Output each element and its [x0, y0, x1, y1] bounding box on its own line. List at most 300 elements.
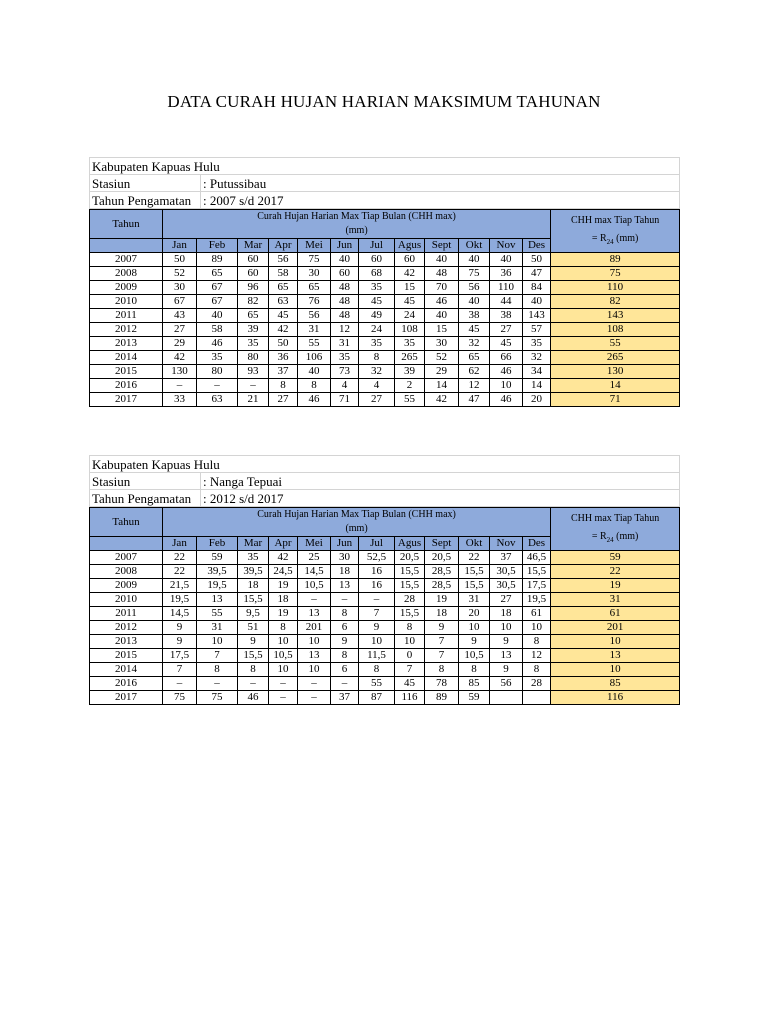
value-cell: 89	[425, 691, 459, 705]
value-cell: 35	[331, 351, 359, 365]
value-cell: 30	[163, 281, 197, 295]
value-cell: 8	[331, 607, 359, 621]
value-cell: 7	[359, 607, 395, 621]
value-cell: 48	[331, 295, 359, 309]
value-cell: 10	[298, 635, 331, 649]
max-cell: 22	[551, 565, 680, 579]
max-cell: 82	[551, 295, 680, 309]
value-cell: 60	[331, 267, 359, 281]
table-row	[90, 323, 680, 337]
value-cell: –	[269, 677, 298, 691]
max-cell: 55	[551, 337, 680, 351]
value-cell: 108	[395, 323, 425, 337]
value-cell: 75	[459, 267, 490, 281]
value-cell: 78	[425, 677, 459, 691]
value-cell: 9	[490, 635, 523, 649]
value-cell: 70	[425, 281, 459, 295]
value-cell: 32	[459, 337, 490, 351]
header-curah-hujan-title: Curah Hujan Harian Max Tiap Bulan (CHH max)	[257, 509, 456, 520]
value-cell: 19,5	[163, 593, 197, 607]
value-cell: 9	[163, 635, 197, 649]
value-cell: 37	[490, 551, 523, 565]
value-cell: 39	[395, 365, 425, 379]
value-cell: 89	[197, 253, 238, 267]
year-cell: 2013	[90, 337, 163, 351]
value-cell: 10	[359, 635, 395, 649]
year-cell: 2016	[90, 379, 163, 393]
value-cell: 87	[359, 691, 395, 705]
value-cell: 45	[395, 677, 425, 691]
month-header-apr: Apr	[269, 537, 298, 551]
value-cell: 29	[425, 365, 459, 379]
value-cell: 143	[523, 309, 551, 323]
value-cell: 27	[163, 323, 197, 337]
rainfall-table	[89, 507, 680, 705]
value-cell: 38	[459, 309, 490, 323]
month-header-mar: Mar	[238, 239, 269, 253]
value-cell: 63	[197, 393, 238, 407]
table-row	[90, 649, 680, 663]
value-cell: 13	[490, 649, 523, 663]
value-cell: 67	[163, 295, 197, 309]
value-cell: 37	[331, 691, 359, 705]
value-cell: 58	[197, 323, 238, 337]
value-cell: 8	[331, 649, 359, 663]
table-row	[90, 677, 680, 691]
value-cell: 15,5	[238, 593, 269, 607]
value-cell: 60	[395, 253, 425, 267]
value-cell: 8	[359, 351, 395, 365]
value-cell: 35	[395, 337, 425, 351]
value-cell: 8	[523, 663, 551, 677]
value-cell: 15	[395, 281, 425, 295]
value-cell: 9,5	[238, 607, 269, 621]
value-cell: 24	[359, 323, 395, 337]
month-header-des: Des	[523, 537, 551, 551]
year-cell: 2011	[90, 607, 163, 621]
value-cell: 65	[269, 281, 298, 295]
value-cell: 15,5	[395, 607, 425, 621]
value-cell: 65	[197, 267, 238, 281]
value-cell: 52,5	[359, 551, 395, 565]
value-cell: 40	[331, 253, 359, 267]
value-cell: 8	[395, 621, 425, 635]
max-cell: 89	[551, 253, 680, 267]
value-cell: 22	[459, 551, 490, 565]
value-cell: 45	[359, 295, 395, 309]
value-cell: –	[331, 593, 359, 607]
header-tahun-blank	[90, 537, 163, 551]
table-row	[90, 337, 680, 351]
value-cell: 15,5	[523, 565, 551, 579]
value-cell: 27	[269, 393, 298, 407]
value-cell: 6	[331, 621, 359, 635]
value-cell: –	[163, 379, 197, 393]
value-cell: 40	[459, 295, 490, 309]
value-cell: 40	[197, 309, 238, 323]
value-cell: 62	[459, 365, 490, 379]
max-cell: 10	[551, 663, 680, 677]
value-cell: 8	[269, 379, 298, 393]
value-cell: 8	[425, 663, 459, 677]
value-cell: 65	[298, 281, 331, 295]
value-cell: 30,5	[490, 579, 523, 593]
rainfall-table	[89, 209, 680, 407]
table-row	[90, 551, 680, 565]
value-cell: 46,5	[523, 551, 551, 565]
value-cell: 14,5	[298, 565, 331, 579]
value-cell: 56	[298, 309, 331, 323]
value-cell: 130	[163, 365, 197, 379]
max-cell: 201	[551, 621, 680, 635]
value-cell: 73	[331, 365, 359, 379]
value-cell: 10	[490, 621, 523, 635]
value-cell: 9	[425, 621, 459, 635]
value-cell: 34	[523, 365, 551, 379]
month-header-mei: Mei	[298, 239, 331, 253]
header-chh-max	[551, 508, 680, 551]
month-header-feb: Feb	[197, 239, 238, 253]
value-cell: 31	[331, 337, 359, 351]
value-cell: 42	[269, 323, 298, 337]
value-cell: 63	[269, 295, 298, 309]
value-cell: –	[298, 691, 331, 705]
value-cell: 15,5	[238, 649, 269, 663]
value-cell: 46	[238, 691, 269, 705]
month-header-jul: Jul	[359, 537, 395, 551]
value-cell: 27	[490, 323, 523, 337]
value-cell: 35	[197, 351, 238, 365]
value-cell: –	[197, 677, 238, 691]
max-cell: 108	[551, 323, 680, 337]
year-cell: 2015	[90, 365, 163, 379]
value-cell: 33	[163, 393, 197, 407]
year-cell: 2008	[90, 267, 163, 281]
value-cell: 20	[523, 393, 551, 407]
kabupaten-label: Kabupaten Kapuas Hulu	[90, 158, 680, 175]
max-cell: 31	[551, 593, 680, 607]
header-curah-hujan	[163, 210, 551, 239]
value-cell: 47	[459, 393, 490, 407]
value-cell: 9	[459, 635, 490, 649]
value-cell: 46	[425, 295, 459, 309]
table-row	[90, 579, 680, 593]
value-cell: 8	[523, 635, 551, 649]
value-cell: 84	[523, 281, 551, 295]
value-cell: 24,5	[269, 565, 298, 579]
header-curah-hujan-unit: (mm)	[345, 523, 368, 534]
value-cell: 46	[490, 393, 523, 407]
value-cell: 110	[490, 281, 523, 295]
value-cell: 24	[395, 309, 425, 323]
value-cell: 265	[395, 351, 425, 365]
value-cell: 38	[490, 309, 523, 323]
year-cell: 2017	[90, 691, 163, 705]
value-cell: 4	[331, 379, 359, 393]
table-row	[90, 281, 680, 295]
value-cell: 13	[298, 649, 331, 663]
value-cell	[523, 691, 551, 705]
max-cell: 59	[551, 551, 680, 565]
value-cell: 56	[269, 253, 298, 267]
value-cell: 15,5	[459, 579, 490, 593]
value-cell: 27	[359, 393, 395, 407]
value-cell: 0	[395, 649, 425, 663]
value-cell: 12	[523, 649, 551, 663]
value-cell: 68	[359, 267, 395, 281]
value-cell: 39	[238, 323, 269, 337]
value-cell: 51	[238, 621, 269, 635]
value-cell: 40	[298, 365, 331, 379]
month-header-jun: Jun	[331, 239, 359, 253]
table-body	[90, 253, 680, 407]
value-cell: 13	[197, 593, 238, 607]
value-cell: 7	[395, 663, 425, 677]
stasiun-value: : Putussibau	[201, 175, 680, 192]
value-cell: 52	[163, 267, 197, 281]
value-cell: 8	[269, 621, 298, 635]
value-cell: 80	[238, 351, 269, 365]
value-cell: 10	[523, 621, 551, 635]
year-cell: 2008	[90, 565, 163, 579]
value-cell: 106	[298, 351, 331, 365]
table-row	[90, 663, 680, 677]
value-cell: 18	[425, 607, 459, 621]
value-cell: 39,5	[238, 565, 269, 579]
header-tahun-blank	[90, 239, 163, 253]
header-tahun: Tahun	[90, 508, 163, 537]
value-cell: 8	[298, 379, 331, 393]
value-cell: 201	[298, 621, 331, 635]
value-cell: 42	[395, 267, 425, 281]
value-cell: 56	[459, 281, 490, 295]
value-cell: –	[298, 677, 331, 691]
month-header-jul: Jul	[359, 239, 395, 253]
year-cell: 2010	[90, 295, 163, 309]
value-cell: 85	[459, 677, 490, 691]
value-cell: –	[269, 691, 298, 705]
table-row	[90, 393, 680, 407]
value-cell: 31	[459, 593, 490, 607]
value-cell: 42	[425, 393, 459, 407]
month-header-okt: Okt	[459, 537, 490, 551]
value-cell: 55	[298, 337, 331, 351]
value-cell: 93	[238, 365, 269, 379]
header-chh-max-label: CHH max Tiap Tahun	[570, 512, 660, 524]
value-cell: 18	[238, 579, 269, 593]
max-cell: 10	[551, 635, 680, 649]
max-cell: 75	[551, 267, 680, 281]
table-row	[90, 253, 680, 267]
value-cell: 30,5	[490, 565, 523, 579]
value-cell: 9	[331, 635, 359, 649]
month-header-sept: Sept	[425, 537, 459, 551]
value-cell: –	[163, 677, 197, 691]
value-cell: 35	[359, 337, 395, 351]
value-cell: 35	[523, 337, 551, 351]
max-cell: 116	[551, 691, 680, 705]
stasiun-label: Stasiun	[90, 175, 201, 192]
value-cell: –	[331, 677, 359, 691]
header-chh-max-label: CHH max Tiap Tahun	[570, 214, 660, 226]
value-cell: 49	[359, 309, 395, 323]
header-curah-hujan-title: Curah Hujan Harian Max Tiap Bulan (CHH max)	[257, 211, 456, 222]
value-cell: 30	[298, 267, 331, 281]
value-cell: 48	[331, 309, 359, 323]
max-cell: 13	[551, 649, 680, 663]
value-cell: 19,5	[523, 593, 551, 607]
month-header-feb: Feb	[197, 537, 238, 551]
value-cell: 36	[269, 351, 298, 365]
table-row	[90, 607, 680, 621]
value-cell: 32	[523, 351, 551, 365]
stasiun-label: Stasiun	[90, 473, 201, 490]
value-cell: 65	[459, 351, 490, 365]
table-row	[90, 351, 680, 365]
value-cell: 20,5	[395, 551, 425, 565]
value-cell: 10	[459, 621, 490, 635]
value-cell: 32	[359, 365, 395, 379]
value-cell: –	[298, 593, 331, 607]
value-cell: 2	[395, 379, 425, 393]
month-header-jun: Jun	[331, 537, 359, 551]
max-cell: 71	[551, 393, 680, 407]
value-cell: 10	[395, 635, 425, 649]
value-cell: 35	[359, 281, 395, 295]
value-cell: 21,5	[163, 579, 197, 593]
value-cell: 28,5	[425, 579, 459, 593]
value-cell: 47	[523, 267, 551, 281]
year-cell: 2012	[90, 323, 163, 337]
header-curah-hujan-unit: (mm)	[345, 225, 368, 236]
year-cell: 2014	[90, 351, 163, 365]
tahun-pengamatan-value: : 2012 s/d 2017	[201, 490, 680, 507]
value-cell: 76	[298, 295, 331, 309]
table-row	[90, 635, 680, 649]
value-cell: 55	[359, 677, 395, 691]
year-cell: 2009	[90, 579, 163, 593]
value-cell: 50	[269, 337, 298, 351]
value-cell: 71	[331, 393, 359, 407]
value-cell: 12	[459, 379, 490, 393]
value-cell: 28,5	[425, 565, 459, 579]
value-cell: 65	[238, 309, 269, 323]
value-cell: 36	[490, 267, 523, 281]
year-cell: 2015	[90, 649, 163, 663]
value-cell: 40	[490, 253, 523, 267]
value-cell: 19,5	[197, 579, 238, 593]
value-cell: 80	[197, 365, 238, 379]
kabupaten-label: Kabupaten Kapuas Hulu	[90, 456, 680, 473]
month-header-jan: Jan	[163, 537, 197, 551]
max-cell: 130	[551, 365, 680, 379]
value-cell: 57	[523, 323, 551, 337]
year-cell: 2014	[90, 663, 163, 677]
page-title: DATA CURAH HUJAN HARIAN MAKSIMUM TAHUNAN	[167, 92, 601, 111]
value-cell: 15,5	[459, 565, 490, 579]
value-cell: 19	[425, 593, 459, 607]
value-cell: 6	[331, 663, 359, 677]
value-cell: 7	[163, 663, 197, 677]
value-cell: 96	[238, 281, 269, 295]
value-cell: 14	[523, 379, 551, 393]
value-cell: 15,5	[395, 565, 425, 579]
value-cell: 8	[238, 663, 269, 677]
value-cell: 46	[298, 393, 331, 407]
value-cell: 17,5	[163, 649, 197, 663]
value-cell: 59	[459, 691, 490, 705]
value-cell: 15	[425, 323, 459, 337]
value-cell: 7	[197, 649, 238, 663]
value-cell: 35	[238, 337, 269, 351]
tahun-pengamatan-value: : 2007 s/d 2017	[201, 192, 680, 209]
value-cell: 37	[269, 365, 298, 379]
value-cell: 66	[490, 351, 523, 365]
value-cell: 17,5	[523, 579, 551, 593]
table-row	[90, 365, 680, 379]
month-header-sept: Sept	[425, 239, 459, 253]
month-header-des: Des	[523, 239, 551, 253]
table-row	[90, 621, 680, 635]
value-cell: 42	[163, 351, 197, 365]
value-cell: 35	[238, 551, 269, 565]
max-cell: 19	[551, 579, 680, 593]
value-cell: 58	[269, 267, 298, 281]
value-cell: 67	[197, 295, 238, 309]
value-cell: 13	[298, 607, 331, 621]
year-cell: 2013	[90, 635, 163, 649]
value-cell: 19	[269, 579, 298, 593]
value-cell: 45	[395, 295, 425, 309]
value-cell: 10	[298, 663, 331, 677]
table-row	[90, 565, 680, 579]
table-row	[90, 379, 680, 393]
max-cell: 61	[551, 607, 680, 621]
station-info	[89, 455, 680, 507]
value-cell: 116	[395, 691, 425, 705]
value-cell: 75	[298, 253, 331, 267]
value-cell: 19	[269, 607, 298, 621]
value-cell: 44	[490, 295, 523, 309]
value-cell: 60	[238, 267, 269, 281]
value-cell: 12	[331, 323, 359, 337]
value-cell: 10	[269, 663, 298, 677]
table-row	[90, 295, 680, 309]
max-cell: 110	[551, 281, 680, 295]
value-cell: 22	[163, 565, 197, 579]
station-info	[89, 157, 680, 209]
year-cell: 2009	[90, 281, 163, 295]
value-cell: 28	[395, 593, 425, 607]
value-cell: 45	[490, 337, 523, 351]
value-cell: 14	[425, 379, 459, 393]
value-cell: 31	[197, 621, 238, 635]
table-row	[90, 593, 680, 607]
value-cell: 10	[490, 379, 523, 393]
value-cell: 7	[425, 649, 459, 663]
value-cell: 10,5	[298, 579, 331, 593]
month-header-apr: Apr	[269, 239, 298, 253]
value-cell: 75	[197, 691, 238, 705]
month-header-nov: Nov	[490, 537, 523, 551]
value-cell: 7	[425, 635, 459, 649]
year-cell: 2007	[90, 253, 163, 267]
station-block-nanga-tepuai	[89, 455, 679, 705]
value-cell: 9	[359, 621, 395, 635]
table-body	[90, 551, 680, 705]
month-header-jan: Jan	[163, 239, 197, 253]
value-cell: 18	[331, 565, 359, 579]
